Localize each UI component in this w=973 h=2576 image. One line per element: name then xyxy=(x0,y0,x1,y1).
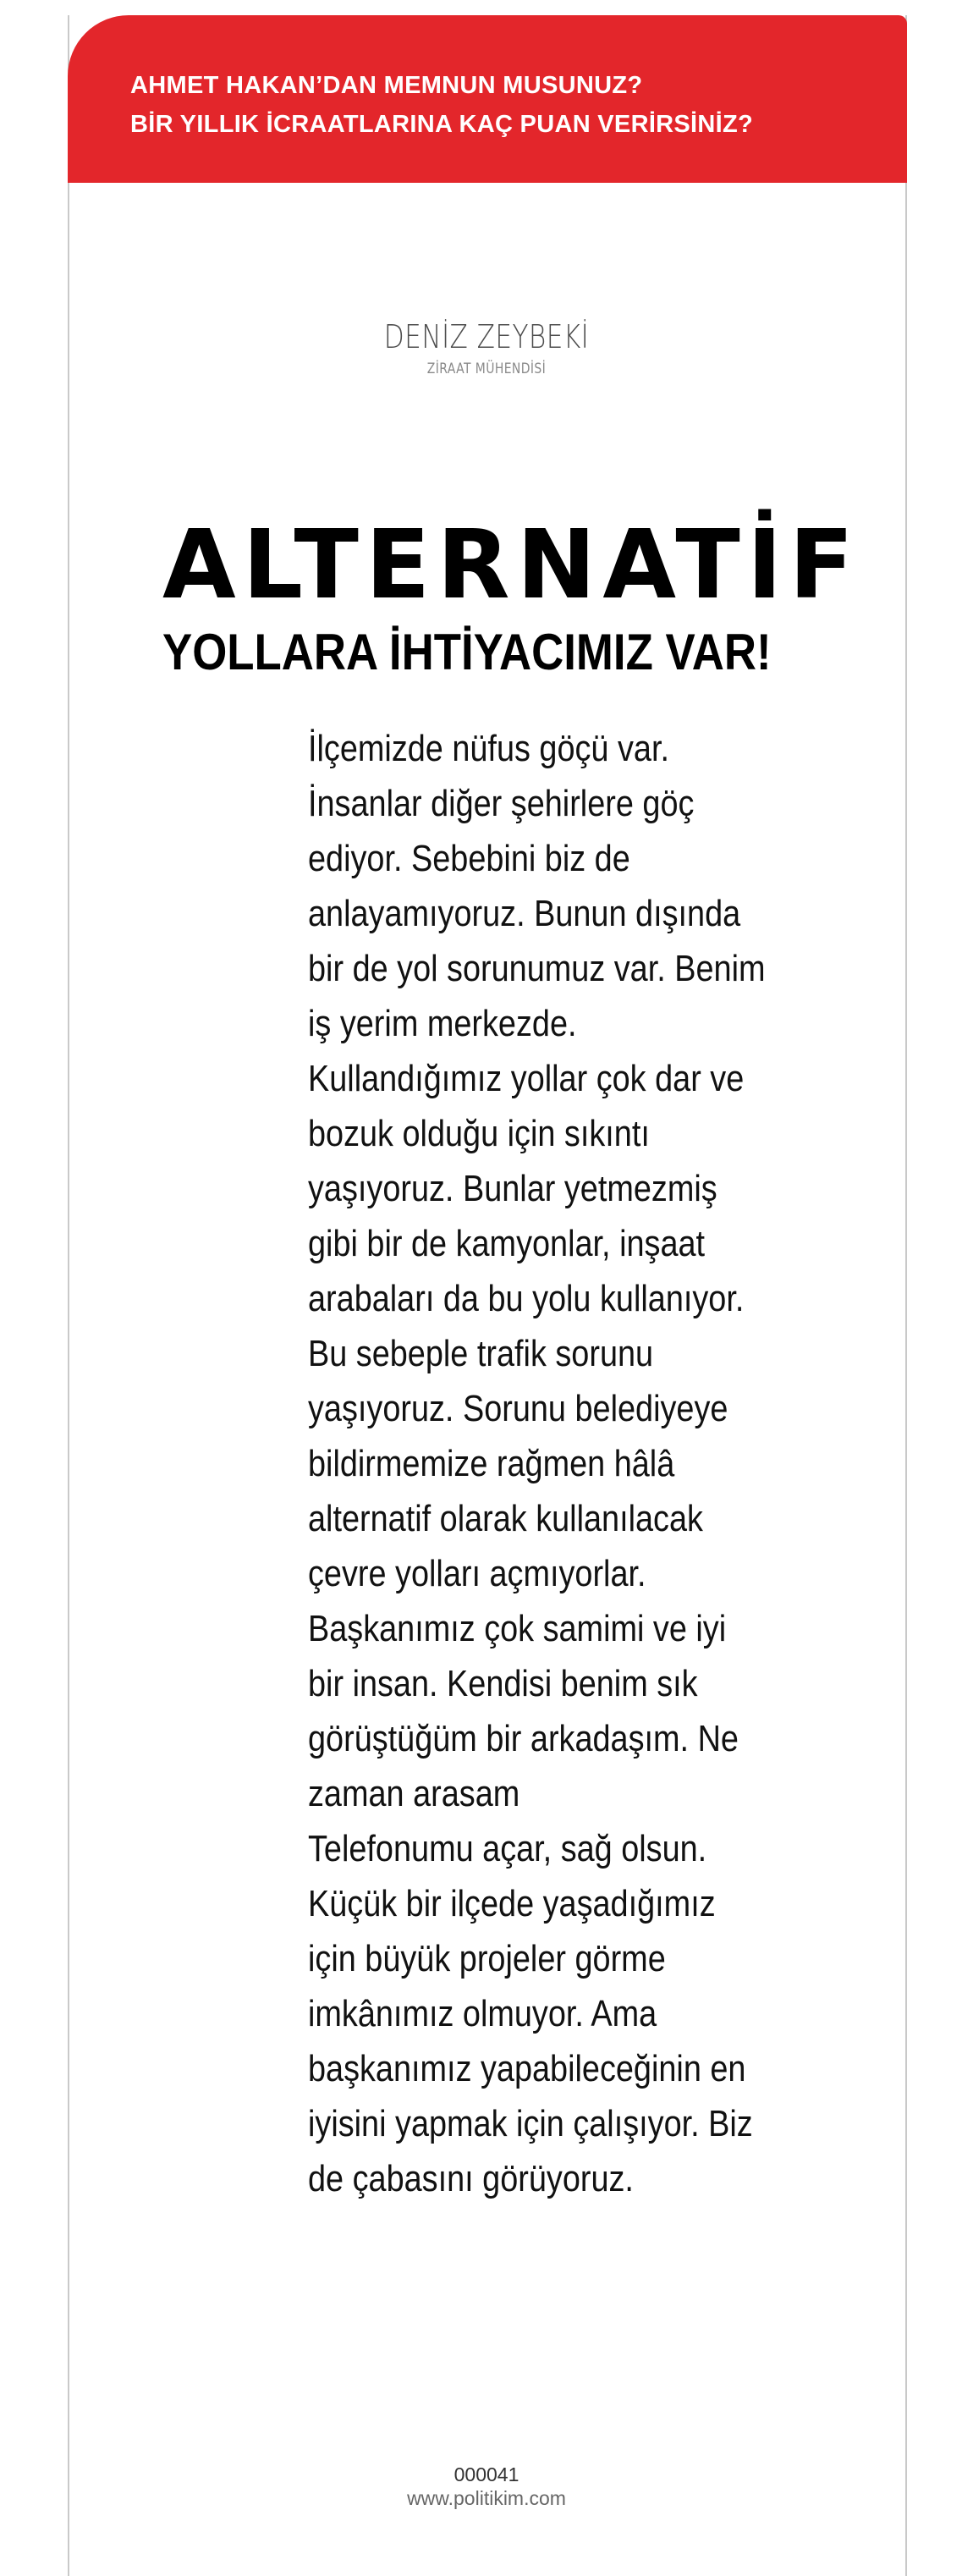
article-line: zaman arasam xyxy=(308,1773,520,1814)
article-line: bozuk olduğu için sıkıntı xyxy=(308,1113,650,1154)
article-line: iyisini yapmak için çalışıyor. Biz xyxy=(308,2103,753,2144)
article-line: Küçük bir ilçede yaşadığımız xyxy=(308,1883,716,1924)
article-line: görüştüğüm bir arkadaşım. Ne xyxy=(308,1718,739,1759)
author-title: ZİRAAT MÜHENDİSİ xyxy=(426,361,547,377)
author-name: DENİZ ZEYBEKİ xyxy=(383,318,590,355)
headline xyxy=(162,510,860,685)
author-block xyxy=(0,316,973,377)
banner-question-line-2: BİR YILLIK İCRAATLARINA KAÇ PUAN VERİRSİNİZ? xyxy=(130,111,754,138)
article-line: bildirmemize rağmen hâlâ xyxy=(308,1443,675,1484)
article-line: yaşıyoruz. Sorunu belediyeye xyxy=(308,1388,728,1429)
article-line: alternatif olarak kullanılacak xyxy=(308,1498,703,1539)
article-line: İlçemizde nüfus göçü var. xyxy=(308,728,669,769)
headline-sub: YOLLARA İHTİYACIMIZ VAR! xyxy=(162,624,772,680)
article-line: Bu sebeple trafik sorunu xyxy=(308,1333,654,1374)
article-line: arabaları da bu yolu kullanıyor. xyxy=(308,1278,745,1319)
article-line: Kullandığımız yollar çok dar ve xyxy=(308,1058,745,1099)
footer-url: www.politikim.com xyxy=(407,2487,566,2509)
article-line: yaşıyoruz. Bunlar yetmezmiş xyxy=(308,1168,717,1209)
footer-code: 000041 xyxy=(454,2463,519,2485)
article-line: Telefonumu açar, sağ olsun. xyxy=(308,1828,707,1869)
article-line: ediyor. Sebebini biz de xyxy=(308,838,630,879)
article-line: bir de yol sorunumuz var. Benim xyxy=(308,948,766,989)
article-line: gibi bir de kamyonlar, inşaat xyxy=(308,1223,706,1264)
headline-main: ALTERNATİF xyxy=(162,510,860,620)
article-line: iş yerim merkezde. xyxy=(308,1003,577,1044)
article-line: başkanımız yapabileceğinin en xyxy=(308,2048,746,2089)
article-line: imkânımız olmuyor. Ama xyxy=(308,1993,657,2034)
article-line: bir insan. Kendisi benim sık xyxy=(308,1663,698,1704)
article-line: de çabasını görüyoruz. xyxy=(308,2158,634,2199)
article-line: anlayamıyoruz. Bunun dışında xyxy=(308,893,741,934)
banner-question-line-1: AHMET HAKAN’DAN MEMNUN MUSUNUZ? xyxy=(130,72,643,99)
article-line: Başkanımız çok samimi ve iyi xyxy=(308,1608,727,1649)
article-line: çevre yolları açmıyorlar. xyxy=(308,1553,646,1594)
article-line: İnsanlar diğer şehirlere göç xyxy=(308,783,695,824)
article-body xyxy=(308,721,816,2206)
question-banner xyxy=(68,15,907,183)
article-line: için büyük projeler görme xyxy=(308,1938,666,1979)
page-footer xyxy=(0,2463,973,2510)
